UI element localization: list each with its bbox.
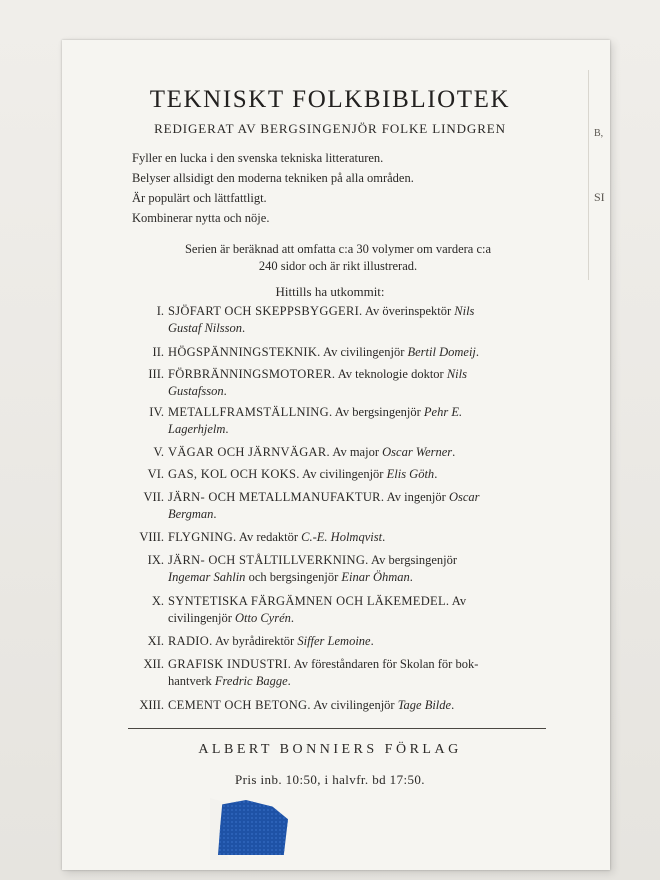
volume-author: Gustaf Nilsson [168, 321, 242, 335]
volume-author: Lagerhjelm [168, 422, 226, 436]
volume-text-end: . [382, 530, 386, 544]
volume-byline: Av bergsingenjör [368, 553, 458, 567]
volume-title: RADIO. [168, 634, 213, 648]
feature-line: Fyller en lucka i den svenska tekniska litteraturen. [132, 151, 384, 165]
volume-text [168, 529, 543, 546]
volume-byline: Av civilingenjör [299, 467, 387, 481]
volume-title: JÄRN- OCH STÅLTILLVERKNING. [168, 553, 369, 567]
volume-text-end: . [213, 507, 217, 521]
volume-author: Elis Göth [386, 467, 435, 481]
volume-text-end: . [409, 570, 413, 584]
volume-byline: Av byrådirektör [212, 634, 298, 648]
volume-text-end: . [287, 674, 291, 688]
divider-rule [128, 728, 546, 729]
volume-title: FLYGNING. [168, 530, 237, 544]
volume-number: III. [148, 367, 164, 381]
volume-text [168, 552, 543, 586]
volume-byline: Av överinspektör [362, 304, 455, 318]
volume-title: CEMENT OCH BETONG. [168, 698, 311, 712]
volume-author: Fredric Bagge [214, 674, 288, 688]
volume-title: METALLFRAMSTÄLLNING. [168, 405, 333, 419]
volume-text [168, 366, 543, 400]
volume-number: I. [156, 304, 164, 318]
volume-text [168, 697, 543, 714]
volume-byline: Av [449, 594, 467, 608]
volume-author: C.-E. Holmqvist [301, 530, 383, 544]
series-title: TEKNISKT FOLKBIBLIOTEK [149, 86, 511, 113]
volume-byline: Av redaktör [236, 530, 302, 544]
volume-text [168, 466, 543, 483]
publisher-name: ALBERT BONNIERS FÖRLAG [198, 742, 462, 757]
volume-title: GRAFISK INDUSTRI. [168, 657, 292, 671]
volume-title: FÖRBRÄNNINGSMOTORER. [168, 367, 336, 381]
volume-number: XII. [143, 657, 164, 671]
volume-byline: och bergsingenjör [245, 570, 342, 584]
volume-author: Tage Bilde [397, 698, 452, 712]
volume-text-end: . [241, 321, 246, 335]
volume-text-end: . [451, 698, 455, 712]
volume-text [168, 404, 543, 438]
volume-number: XIII. [139, 698, 164, 712]
volume-author: Pehr E. [423, 405, 463, 419]
volume-text-end: . [452, 445, 456, 459]
volume-author: Gustafsson [168, 384, 224, 398]
volume-number: IV. [149, 405, 164, 419]
volume-author: Bertil Domeij [407, 345, 476, 359]
editor-line: REDIGERAT AV BERGSINGENJÖR FOLKE LINDGREN [154, 121, 506, 136]
volume-byline: Av civilingenjör [320, 345, 408, 359]
volume-text-end: . [434, 467, 438, 481]
volume-author: Oscar [448, 490, 480, 504]
spine-fragment: SI [594, 190, 605, 204]
published-heading: Hittills ha utkommit: [275, 284, 385, 299]
volume-byline: Av major [329, 445, 383, 459]
volume-title: VÄGAR OCH JÄRNVÄGAR. [168, 445, 330, 459]
volume-number: VI. [147, 467, 164, 481]
volume-title: SYNTETISKA FÄRGÄMNEN OCH LÄKEMEDEL. [168, 594, 450, 608]
volume-author: Nils [454, 304, 475, 318]
volume-text-end: . [475, 345, 480, 359]
volume-text-end: . [290, 611, 295, 625]
volume-number: II. [152, 345, 164, 359]
volume-number: IX. [147, 553, 164, 567]
volume-author: Ingemar Sahlin [168, 570, 246, 584]
volume-byline: Av civilingenjör [310, 698, 398, 712]
volume-number: VIII. [139, 530, 164, 544]
volume-number: X. [151, 594, 164, 608]
volume-number: V. [153, 445, 164, 459]
volume-author: Siffer Lemoine [297, 634, 371, 648]
volume-title: GAS, KOL OCH KOKS. [168, 467, 300, 481]
feature-line: Kombinerar nytta och nöje. [132, 211, 270, 225]
feature-line: Är populärt och lättfattligt. [132, 191, 267, 205]
series-note [132, 241, 544, 275]
volume-text [168, 593, 543, 627]
volume-number: VII. [143, 490, 164, 504]
volume-author: Oscar Werner [382, 445, 453, 459]
volume-text [168, 344, 543, 361]
volume-byline: Av bergsingenjör [332, 405, 424, 419]
volume-author: Einar Öhman [341, 570, 410, 584]
feature-list [132, 148, 552, 228]
volume-title: HÖGSPÄNNINGSTEKNIK. [168, 345, 321, 359]
volume-byline: Av teknologie doktor [335, 367, 447, 381]
volume-byline: Av föreståndaren för Skolan för bok- [291, 657, 479, 671]
volume-text-end: . [225, 422, 229, 436]
volume-text [168, 656, 543, 690]
volume-author: Otto Cyrén [235, 611, 291, 625]
price-line: Pris inb. 10:50, i halvfr. bd 17:50. [235, 772, 425, 787]
volume-text [168, 303, 543, 337]
series-note-line: 240 sidor och är rikt illustrerad. [258, 259, 418, 273]
volume-number: XI. [147, 634, 164, 648]
volume-text-end: . [223, 384, 227, 398]
volume-byline: Av ingenjör [384, 490, 449, 504]
series-note-line: Serien är beräknad att omfatta c:a 30 volymer om vardera c:a [184, 242, 492, 256]
volume-text [168, 444, 543, 461]
volume-byline: hantverk [168, 674, 215, 688]
volume-text [168, 633, 543, 650]
volume-byline: civilingenjör [168, 611, 235, 625]
feature-line: Belyser allsidigt den moderna tekniken på alla områden. [132, 171, 414, 185]
volume-title: JÄRN- OCH METALLMANUFAKTUR. [168, 490, 385, 504]
volume-author: Nils [446, 367, 467, 381]
volume-text-end: . [370, 634, 374, 648]
volume-text [168, 489, 543, 523]
volume-author: Bergman [168, 507, 214, 521]
spine-fragment: B, [594, 128, 604, 139]
volume-title: SJÖFART OCH SKEPPSBYGGERI. [168, 304, 363, 318]
